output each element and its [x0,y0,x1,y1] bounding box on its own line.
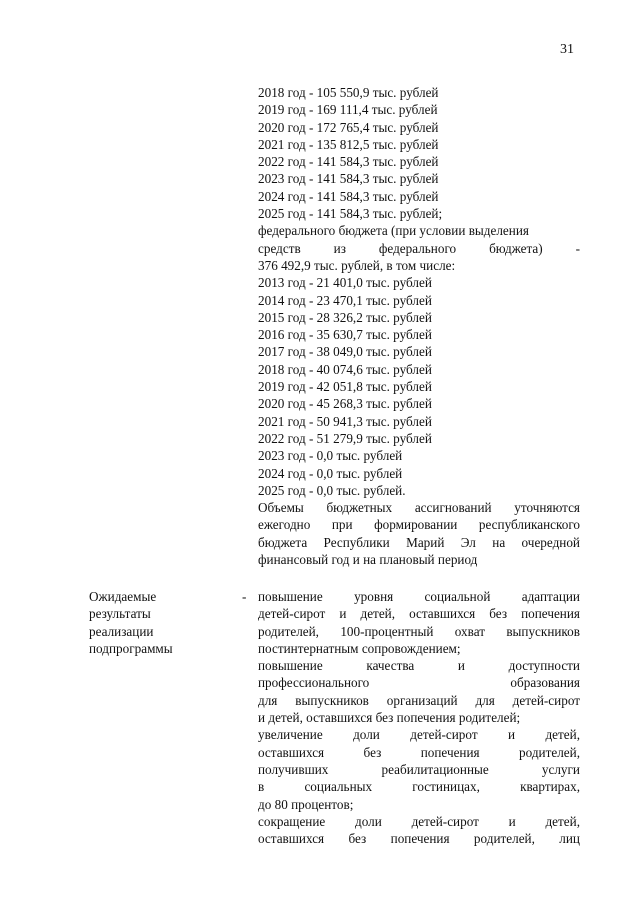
federal-budget-intro-line: федерального бюджета (при условии выделения [258,223,529,239]
funding-federal-line: 2022 год - 51 279,9 тыс. рублей [258,430,432,446]
expected-results-label-line: реализации [89,623,154,639]
funding-republic-line: 2019 год - 169 111,4 тыс. рублей [258,102,438,118]
funding-federal-line: 2021 год - 50 941,3 тыс. рублей [258,413,432,429]
expected-results-text [258,588,580,847]
federal-budget-intro-line: средств из федерального бюджета) - [258,240,580,256]
expected-results-label [89,588,229,657]
funding-federal-line: 2024 год - 0,0 тыс. рублей [258,465,403,481]
results-line: получивших реабилитационные услуги [258,761,580,777]
budget-note-line: ежегодно при формировании республиканского [258,517,580,533]
funding-section [258,84,580,568]
funding-federal-line: 2016 год - 35 630,7 тыс. рублей [258,327,432,343]
results-line: постинтернатным сопровождением; [258,640,461,656]
funding-federal-line: 2019 год - 42 051,8 тыс. рублей [258,379,432,395]
funding-federal-line: 2017 год - 38 049,0 тыс. рублей [258,344,432,360]
results-line: увеличение доли детей-сирот и детей, [258,727,580,743]
results-line: до 80 процентов; [258,796,354,812]
results-line: сокращение доли детей-сирот и детей, [258,813,580,829]
budget-note-line: Объемы бюджетных ассигнований уточняются [258,500,580,516]
funding-republic-line: 2023 год - 141 584,3 тыс. рублей [258,171,439,187]
page-number: 31 [560,42,574,57]
results-line: для выпускников организаций для детей-сирот [258,692,580,708]
results-line: профессионального образования [258,675,580,691]
funding-federal-line: 2015 год - 28 326,2 тыс. рублей [258,309,432,325]
budget-note-line: финансовый год и на плановый период [258,552,478,568]
funding-federal-line: 2014 год - 23 470,1 тыс. рублей [258,292,432,308]
funding-federal-line: 2023 год - 0,0 тыс. рублей [258,448,403,464]
results-line: родителей, 100-процентный охват выпускников [258,623,580,639]
funding-federal-line: 2018 год - 40 074,6 тыс. рублей [258,361,432,377]
funding-federal-line: 2020 год - 45 268,3 тыс. рублей [258,396,432,412]
federal-budget-intro-line: 376 492,9 тыс. рублей, в том числе: [258,257,456,273]
funding-republic-line: 2020 год - 172 765,4 тыс. рублей [258,119,439,135]
funding-republic-line: 2018 год - 105 550,9 тыс. рублей [258,85,439,100]
expected-results-label-line: подпрограммы [89,640,173,656]
expected-results-label-line: результаты [89,606,151,622]
results-line: в социальных гостиницах, квартирах, [258,779,580,795]
results-line: детей-сирот и детей, оставшихся без попечения [258,606,580,622]
funding-republic-line: 2025 год - 141 584,3 тыс. рублей; [258,206,443,222]
results-line: оставшихся без попечения родителей, [258,744,580,760]
funding-federal-line: 2025 год - 0,0 тыс. рублей. [258,482,406,498]
results-line: повышение качества и доступности [258,658,580,674]
results-line: и детей, оставшихся без попечения родителей; [258,710,521,726]
results-dash: - [242,589,247,604]
funding-republic-line: 2022 год - 141 584,3 тыс. рублей [258,154,439,170]
funding-republic-line: 2024 год - 141 584,3 тыс. рублей [258,188,439,204]
funding-republic-line: 2021 год - 135 812,5 тыс. рублей [258,136,439,152]
results-line: повышение уровня социальной адаптации [258,589,580,604]
expected-results-label-line: Ожидаемые [89,589,157,604]
results-line: оставшихся без попечения родителей, лиц [258,831,580,847]
funding-federal-line: 2013 год - 21 401,0 тыс. рублей [258,275,432,291]
budget-note-line: бюджета Республики Марий Эл на очередной [258,534,580,550]
